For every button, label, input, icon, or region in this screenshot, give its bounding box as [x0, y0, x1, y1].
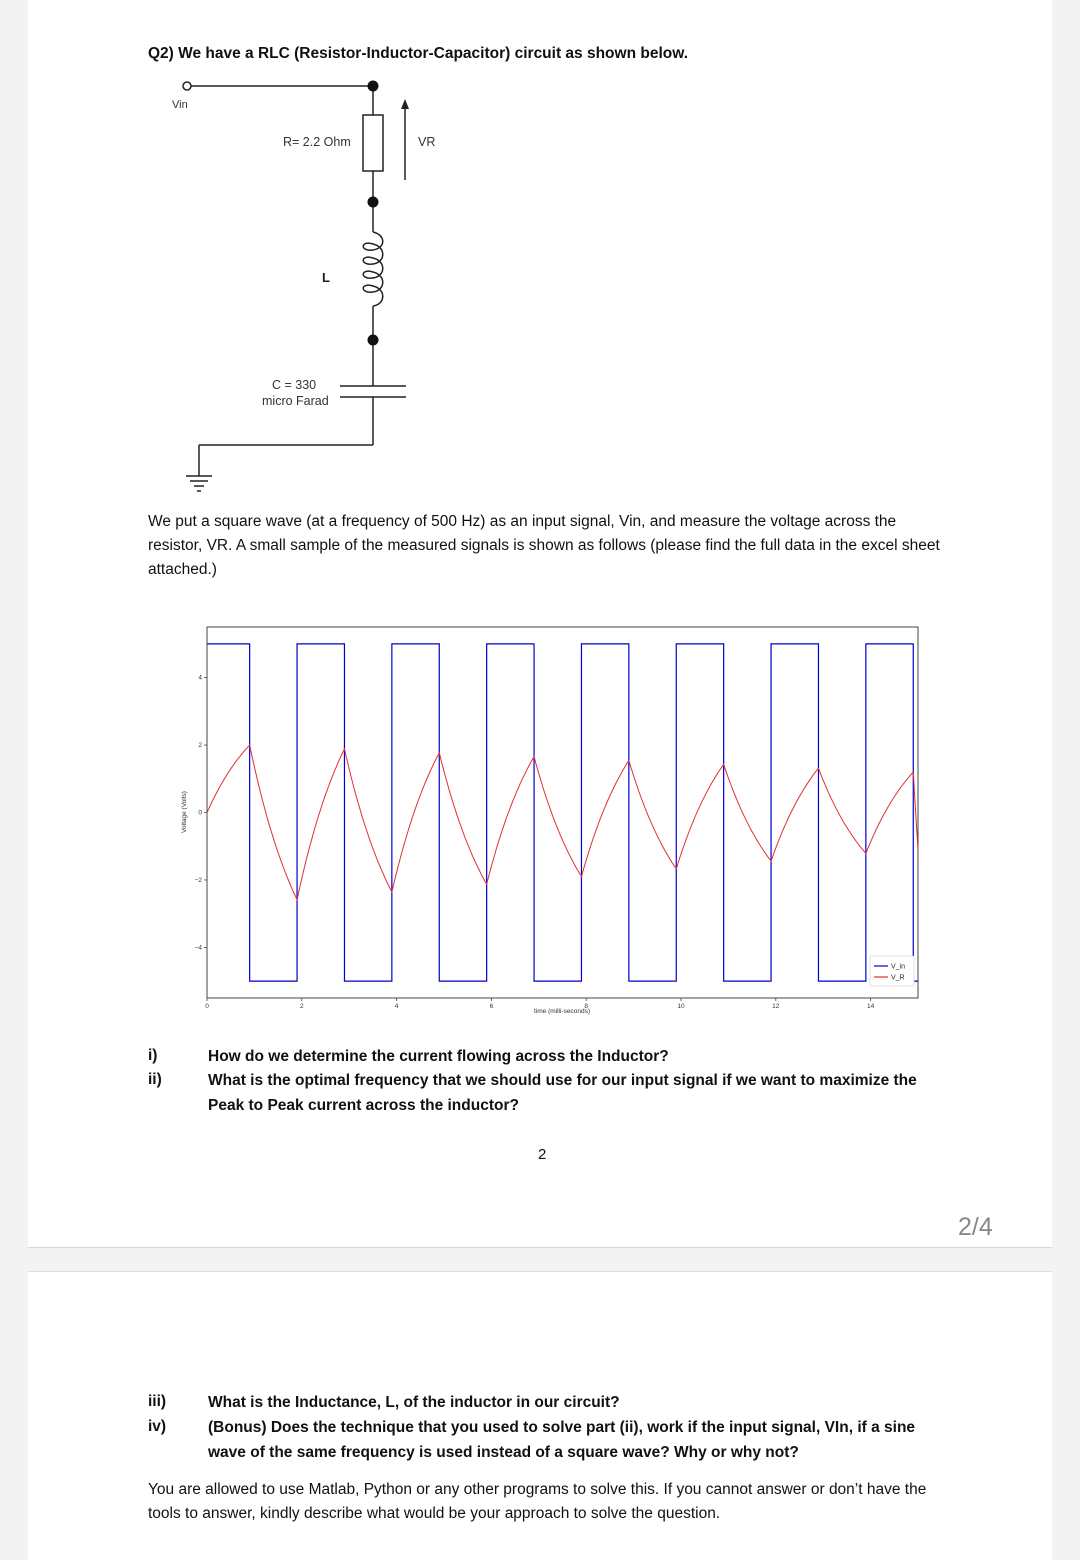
- plot-area: [207, 627, 918, 998]
- y-axis-ticks: [195, 675, 207, 952]
- signal-chart: [168, 620, 938, 1025]
- page-indicator: 2/4: [958, 1213, 993, 1241]
- x-tick-label: 4: [394, 1003, 399, 1010]
- x-tick-label: 2: [299, 1003, 304, 1010]
- chart-legend: [870, 956, 914, 986]
- legend-label: V_in: [891, 963, 906, 971]
- x-tick-label: 0: [205, 1003, 209, 1010]
- node-dot: [368, 197, 379, 208]
- x-axis-label: time (milli-seconds): [534, 1008, 590, 1015]
- y-tick-label: 2: [198, 742, 202, 750]
- closing-paragraph: You are allowed to use Matlab, Python or any other programs to solve this. If you cannot answer or don’t have the tools to answer, kindly describe what would be your approach to solve the question.: [148, 1481, 927, 1522]
- legend-box: [870, 956, 914, 986]
- node-dot: [368, 335, 379, 346]
- y-tick-label: 4: [198, 674, 202, 682]
- node-dot: [368, 81, 379, 92]
- description-paragraph: We put a square wave (at a frequency of 500 Hz) as an input signal, Vin, and measure the voltage across the resistor, VR. A small sample of the measured signals is shown as follows (please find the full data in the excel sheet attached.): [148, 513, 940, 578]
- vin-label: Vin: [172, 99, 188, 111]
- capacitor-label-line1: C = 330: [272, 378, 317, 392]
- x-tick-label: 14: [866, 1003, 875, 1010]
- x-tick-label: 10: [677, 1003, 685, 1010]
- x-tick-label: 6: [489, 1003, 494, 1010]
- resistor-symbol: [363, 115, 383, 171]
- capacitor-label-line2: micro Farad: [262, 394, 329, 408]
- resistor-label: R= 2.2 Ohm: [283, 135, 351, 149]
- question-ii-number: ii): [148, 1071, 162, 1088]
- page-number: 2: [538, 1146, 547, 1163]
- inductor-coil: [363, 232, 383, 306]
- vr-label: VR: [418, 135, 436, 149]
- x-tick-label: 12: [772, 1003, 780, 1010]
- question-title: Q2) We have a RLC (Resistor-Inductor-Capacitor) circuit as shown below.: [148, 45, 689, 62]
- document-page-2: [28, 1271, 1052, 1560]
- inductor-label: L: [322, 270, 330, 285]
- y-tick-label: −2: [194, 876, 202, 884]
- y-tick-label: 0: [198, 809, 202, 817]
- y-tick-label: −4: [194, 944, 202, 952]
- question-iii-text: What is the Inductance, L, of the inductor in our circuit?: [208, 1394, 620, 1411]
- question-i-text: How do we determine the current flowing across the Inductor?: [208, 1048, 669, 1065]
- question-ii-text: What is the optimal frequency that we should use for our input signal if we want to maximize the Peak to Peak current across the inductor?: [208, 1072, 917, 1114]
- rlc-circuit-diagram: [28, 0, 1052, 510]
- vin-terminal: [183, 82, 191, 90]
- y-axis-label: Voltage (Volts): [181, 791, 188, 833]
- question-i-number: i): [148, 1047, 158, 1064]
- x-tick-label: 8: [584, 1003, 589, 1010]
- question-iii-number: iii): [148, 1393, 167, 1410]
- question-iv-text: (Bonus) Does the technique that you used to solve part (ii), work if the input signal, VIn, if a sine wave of the same frequency is used instead of a square wave? Why or why not?: [208, 1419, 916, 1461]
- document-page-1: [28, 0, 1052, 1248]
- question-iv-number: iv): [148, 1418, 167, 1435]
- legend-label: V_R: [891, 974, 905, 982]
